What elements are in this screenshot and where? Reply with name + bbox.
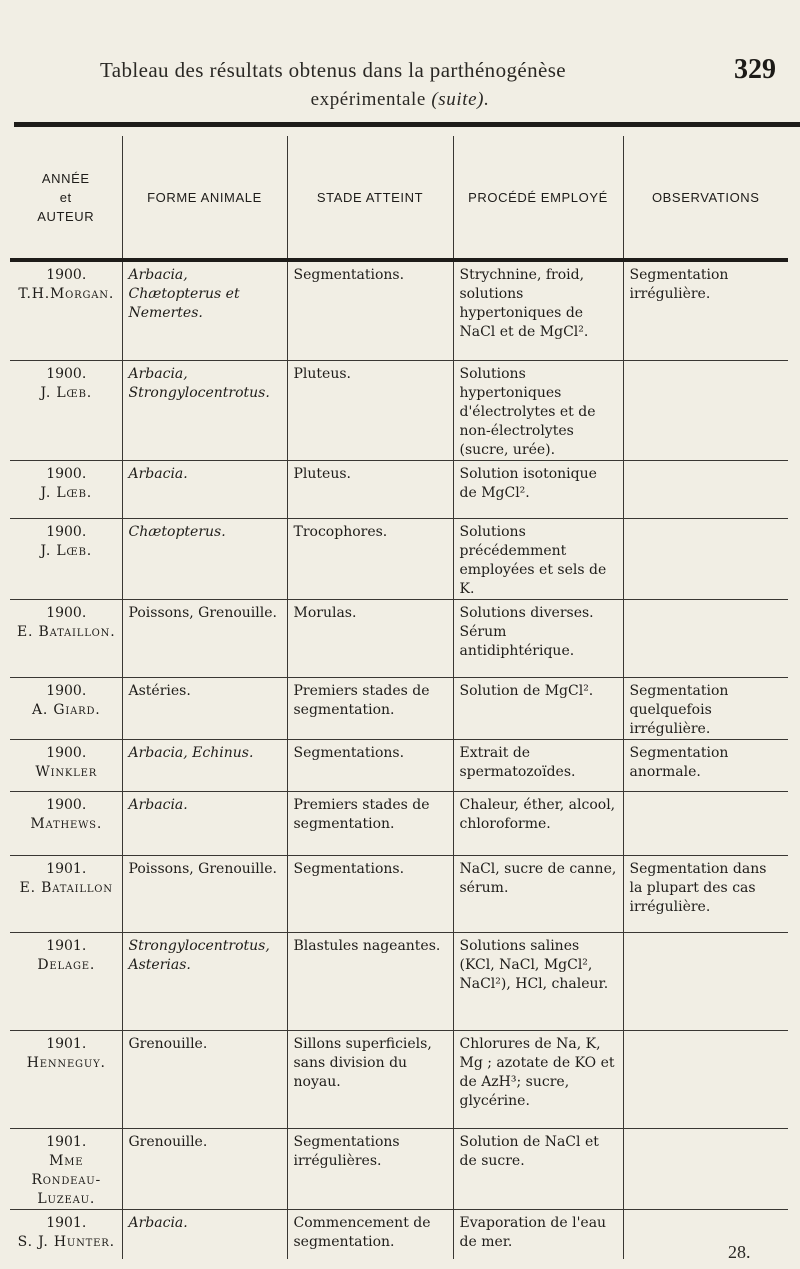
author-cell (10, 855, 122, 932)
stage-cell: Segmentations. (287, 260, 453, 360)
author-cell (10, 1128, 122, 1209)
method-cell: Solutions salines (KCl, NaCl, MgCl², NaCl²), HCl, chaleur. (453, 932, 623, 1030)
author: Winkler (35, 763, 98, 780)
author-cell (10, 260, 122, 360)
author-cell (10, 677, 122, 739)
author: Henneguy. (26, 1054, 106, 1071)
method-cell: Solutions hypertoniques d'électrolytes et de non-électrolytes (sucre, urée). (453, 360, 623, 460)
column-header-animal: FORME ANIMALE (122, 136, 287, 260)
table-row (10, 677, 788, 739)
stage-cell: Blastules nageantes. (287, 932, 453, 1030)
stage-cell: Premiers stades de segmentation. (287, 791, 453, 855)
author-cell (10, 739, 122, 791)
subtitle-text: expérimentale (310, 89, 432, 110)
animal-cell: Grenouille. (122, 1030, 287, 1128)
table-row (10, 1209, 788, 1259)
method-cell: Strychnine, froid, solutions hypertoniques de NaCl et de MgCl². (453, 260, 623, 360)
author-cell (10, 599, 122, 677)
author: Mathews. (30, 815, 103, 832)
method-cell: Extrait de spermatozoïdes. (453, 739, 623, 791)
author-cell (10, 1209, 122, 1259)
table-row (10, 739, 788, 791)
animal-cell: Arbacia. (122, 460, 287, 518)
stage-cell: Sillons superficiels, sans division du noyau. (287, 1030, 453, 1128)
observations-cell (623, 460, 788, 518)
year: 1900. (46, 365, 87, 382)
method-cell: Solutions précédemment employées et sels de K. (453, 518, 623, 599)
animal-cell: Arbacia. (122, 1209, 287, 1259)
animal-cell: Poissons, Grenouille. (122, 855, 287, 932)
header-author-line2: et (59, 189, 72, 205)
year: 1901. (46, 1035, 87, 1052)
observations-cell: Segmentation quelquefois irrégulière. (623, 677, 788, 739)
author: Mme Rondeau-Luzeau. (31, 1152, 102, 1207)
results-table (10, 136, 788, 1259)
author: A. Giard. (31, 701, 101, 718)
animal-cell: Grenouille. (122, 1128, 287, 1209)
table-header-row (10, 136, 788, 260)
column-header-method: PROCÉDÉ EMPLOYÉ (453, 136, 623, 260)
animal-cell: Arbacia, Chætopterus et Nemertes. (122, 260, 287, 360)
column-header-stage: STADE ATTEINT (287, 136, 453, 260)
table-row (10, 360, 788, 460)
year: 1900. (46, 796, 87, 813)
observations-cell: Segmentation anormale. (623, 739, 788, 791)
observations-cell (623, 932, 788, 1030)
observations-cell: Segmentation dans la plupart des cas irrégulière. (623, 855, 788, 932)
observations-cell (623, 360, 788, 460)
observations-cell (623, 518, 788, 599)
observations-cell (623, 791, 788, 855)
method-cell: Solution de NaCl et de sucre. (453, 1128, 623, 1209)
table-row (10, 1128, 788, 1209)
observations-cell: Segmentation irrégulière. (623, 260, 788, 360)
stage-cell: Segmentations. (287, 739, 453, 791)
stage-cell: Morulas. (287, 599, 453, 677)
stage-cell: Trocophores. (287, 518, 453, 599)
method-cell: NaCl, sucre de canne, sérum. (453, 855, 623, 932)
year: 1900. (46, 604, 87, 621)
folio: 28. (728, 1242, 751, 1262)
stage-cell: Segmentations. (287, 855, 453, 932)
running-head: Tableau des résultats obtenus dans la parthénogénèse (100, 58, 567, 82)
observations-cell (623, 1030, 788, 1128)
header-author-line3: AUTEUR (37, 208, 95, 224)
year: 1900. (46, 465, 87, 482)
author-cell (10, 460, 122, 518)
animal-cell: Chætopterus. (122, 518, 287, 599)
table-row (10, 932, 788, 1030)
table-row (10, 599, 788, 677)
subtitle-suite: (suite). (431, 89, 490, 110)
stage-cell: Pluteus. (287, 460, 453, 518)
year: 1900. (46, 682, 87, 699)
animal-cell: Arbacia, Strongylocentrotus. (122, 360, 287, 460)
table-row (10, 518, 788, 599)
author: J. Lœb. (40, 542, 92, 559)
author-cell (10, 1030, 122, 1128)
animal-cell: Arbacia, Echinus. (122, 739, 287, 791)
year: 1901. (46, 1214, 87, 1231)
author-cell (10, 360, 122, 460)
year: 1901. (46, 1133, 87, 1150)
method-cell: Solution de MgCl². (453, 677, 623, 739)
observations-cell (623, 1209, 788, 1259)
author: S. J. Hunter. (17, 1233, 115, 1250)
method-cell: Solutions diverses. Sérum antidiphtérique. (453, 599, 623, 677)
column-header-author (10, 136, 122, 260)
stage-cell: Premiers stades de segmentation. (287, 677, 453, 739)
stage-cell: Segmentations irrégulières. (287, 1128, 453, 1209)
author: J. Lœb. (40, 484, 92, 501)
observations-cell (623, 1128, 788, 1209)
method-cell: Chaleur, éther, alcool, chloroforme. (453, 791, 623, 855)
table-row (10, 1030, 788, 1128)
column-header-observations: OBSERVATIONS (623, 136, 788, 260)
author: E. Bataillon. (17, 623, 116, 640)
author: Delage. (37, 956, 96, 973)
year: 1900. (46, 267, 87, 283)
stage-cell: Pluteus. (287, 360, 453, 460)
table-subtitle (0, 89, 800, 111)
animal-cell: Arbacia. (122, 791, 287, 855)
year: 1900. (46, 744, 87, 761)
table-row (10, 460, 788, 518)
author-cell (10, 518, 122, 599)
table-row (10, 855, 788, 932)
year: 1901. (46, 937, 87, 954)
observations-cell (623, 599, 788, 677)
year: 1900. (46, 523, 87, 540)
author: E. Bataillon (19, 879, 113, 896)
year: 1901. (46, 860, 87, 877)
method-cell: Evaporation de l'eau de mer. (453, 1209, 623, 1259)
table-row (10, 260, 788, 360)
method-cell: Solution isotonique de MgCl². (453, 460, 623, 518)
animal-cell: Strongylocentrotus, Asterias. (122, 932, 287, 1030)
table-row (10, 791, 788, 855)
animal-cell: Poissons, Grenouille. (122, 599, 287, 677)
author: T.H.Morgan. (18, 286, 115, 302)
header-rule (14, 122, 800, 127)
stage-cell: Commencement de segmentation. (287, 1209, 453, 1259)
method-cell: Chlorures de Na, K, Mg ; azotate de KO et de AzH³; sucre, glycérine. (453, 1030, 623, 1128)
page-number: 329 (734, 54, 776, 85)
animal-cell: Astéries. (122, 677, 287, 739)
author: J. Lœb. (40, 384, 92, 401)
author-cell (10, 791, 122, 855)
header-author-line1: ANNÉE (41, 170, 90, 186)
author-cell (10, 932, 122, 1030)
